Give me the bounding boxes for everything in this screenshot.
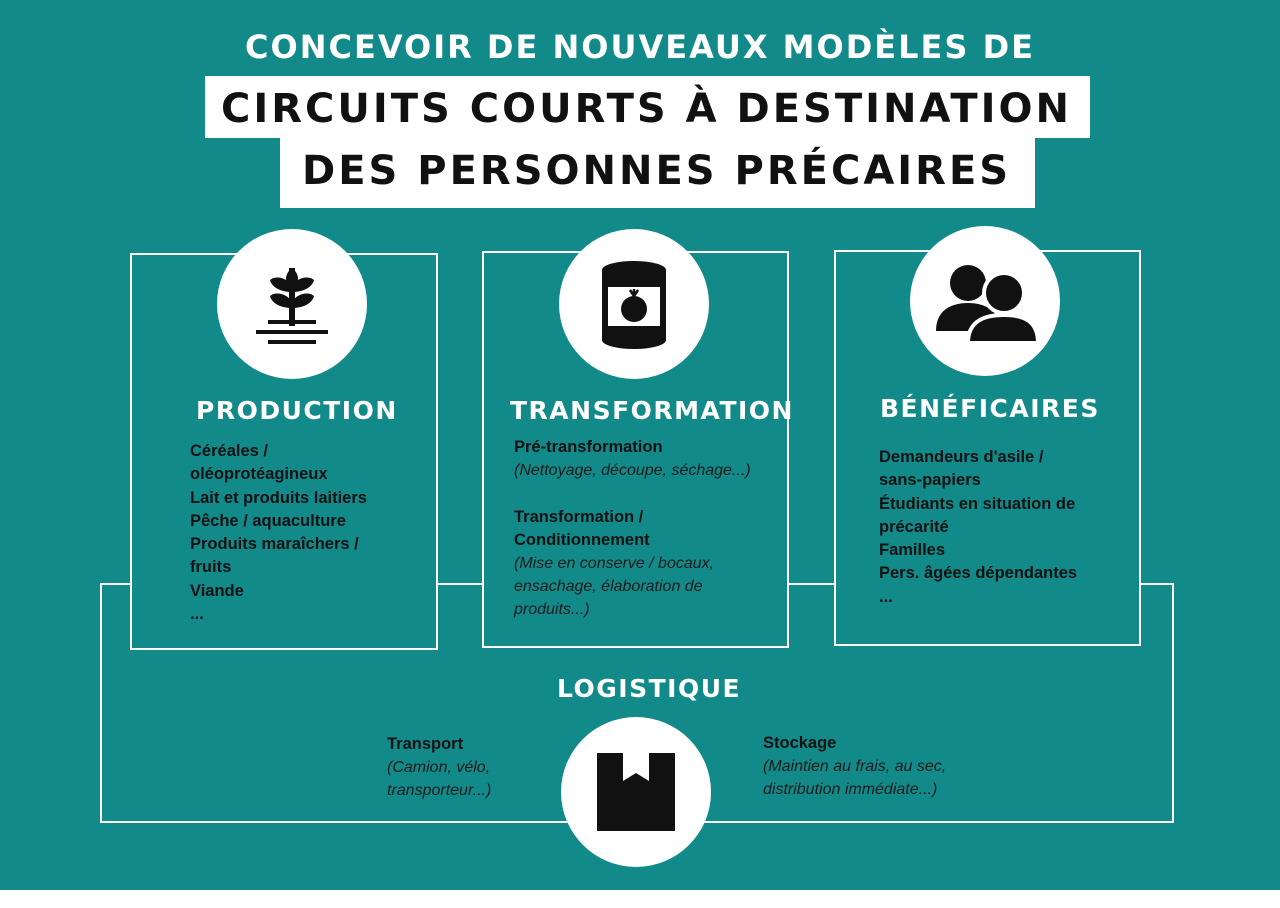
beneficiaires-heading: BÉNÉFICAIRES [880, 394, 1100, 423]
stockage-desc-line: (Maintien au frais, au sec, [763, 758, 947, 775]
list-item: Céréales / [190, 442, 268, 460]
conditionnement-title-line: Conditionnement [514, 531, 650, 549]
title-line-2: CIRCUITS COURTS À DESTINATION [205, 76, 1090, 138]
stockage-block [763, 732, 946, 801]
logistique-icon-circle [561, 717, 711, 867]
production-heading: PRODUCTION [196, 396, 398, 425]
title-line-1: CONCEVOIR DE NOUVEAUX MODÈLES DE [245, 28, 1035, 66]
transformation-icon-circle [559, 229, 709, 379]
logistique-heading: LOGISTIQUE [557, 674, 742, 703]
conditionnement-desc-line: ensachage, élaboration de [514, 578, 703, 595]
title-line-3: DES PERSONNES PRÉCAIRES [280, 138, 1035, 208]
list-item: Lait et produits laitiers [190, 488, 367, 507]
list-item: ... [879, 587, 893, 606]
transport-block [387, 733, 491, 802]
pre-transformation-title: Pré-transformation [514, 438, 663, 456]
pre-transformation-block [514, 436, 751, 482]
list-item: ... [190, 605, 204, 624]
conditionnement-desc-line: produits...) [514, 601, 590, 618]
stockage-title: Stockage [763, 734, 837, 752]
list-item: fruits [190, 558, 232, 577]
pre-transformation-desc: (Nettoyage, découpe, séchage...) [514, 462, 751, 479]
box-icon [593, 749, 679, 835]
list-item: Pers. âgées dépendantes [879, 564, 1078, 583]
list-item: Demandeurs d'asile / [879, 448, 1044, 466]
conditionnement-title-line: Transformation / [514, 508, 644, 526]
beneficiaires-icon-circle [910, 226, 1060, 376]
transport-desc-line: (Camion, vélo, [387, 759, 491, 776]
list-item: Viande [190, 581, 244, 600]
transport-title: Transport [387, 735, 464, 753]
bottom-band [0, 890, 1280, 908]
production-icon-circle [217, 229, 367, 379]
production-list [190, 440, 367, 626]
tin-can-icon [584, 254, 684, 354]
list-item: oléoprotéagineux [190, 465, 328, 484]
conditionnement-desc-line: (Mise en conserve / bocaux, [514, 555, 715, 572]
stockage-desc-line: distribution immédiate...) [763, 781, 938, 798]
list-item: précarité [879, 517, 949, 536]
list-item: Familles [879, 541, 946, 560]
list-item: Étudiants en situation de [879, 494, 1076, 513]
conditionnement-block [514, 506, 714, 621]
beneficiaires-list [879, 446, 1077, 609]
transport-desc-line: transporteur...) [387, 782, 492, 799]
list-item: sans-papiers [879, 471, 981, 490]
list-item: Produits maraîchers / [190, 535, 359, 554]
plant-icon [242, 254, 342, 354]
people-icon [930, 251, 1040, 351]
transformation-heading: TRANSFORMATION [510, 396, 794, 425]
list-item: Pêche / aquaculture [190, 511, 346, 530]
